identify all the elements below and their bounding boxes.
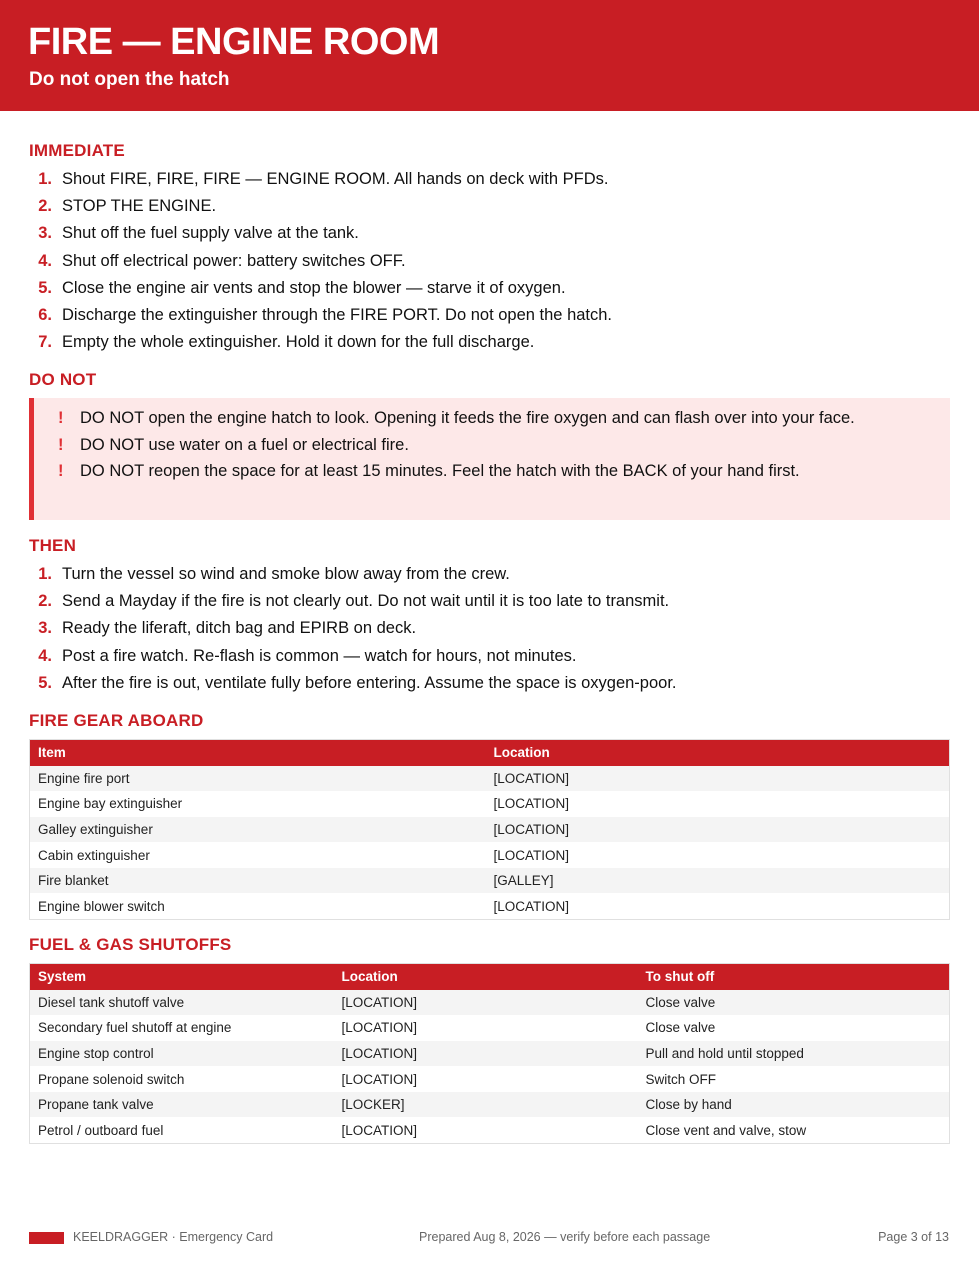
page-footer [0, 1228, 979, 1248]
table-cell: Engine blower switch [30, 893, 486, 919]
section-title-fire-gear: FIRE GEAR ABOARD [29, 711, 204, 730]
table-cell: [LOCATION] [334, 1117, 638, 1143]
exclamation-icon: ! [58, 409, 64, 427]
table-header-row [30, 964, 950, 990]
list-item [29, 195, 949, 222]
table-cell: Secondary fuel shutoff at engine [30, 1015, 334, 1041]
footer-brand: KEELDRAGGER · Emergency Card [73, 1230, 274, 1244]
section-title-do-not: DO NOT [29, 370, 97, 389]
column-header: Location [334, 964, 638, 990]
table-cell: Engine fire port [30, 766, 486, 792]
table-cell: Galley extinguisher [30, 817, 486, 843]
table-cell: Switch OFF [638, 1066, 950, 1092]
section-title-shutoffs: FUEL & GAS SHUTOFFS [29, 935, 232, 954]
table-cell: [LOCATION] [486, 893, 950, 919]
warning-text: DO NOT use water on a fuel or electrical fire. [80, 435, 409, 454]
exclamation-icon: ! [58, 435, 64, 454]
table-row [30, 766, 950, 792]
exclamation-icon: ! [58, 462, 64, 480]
column-header: Item [30, 740, 486, 766]
table-cell: Fire blanket [30, 868, 486, 894]
list-item [29, 277, 949, 304]
step-text: Shut off electrical power: battery switches OFF. [62, 251, 406, 270]
table-cell: [LOCATION] [334, 1041, 638, 1067]
step-number: 3. [38, 224, 52, 243]
step-text: Close the engine air vents and stop the blower — starve it of oxygen. [62, 278, 566, 297]
table-cell: [LOCATION] [486, 817, 950, 843]
table-row [30, 1117, 950, 1143]
step-text: Shout FIRE, FIRE, FIRE — ENGINE ROOM. All hands on deck with PFDs. [62, 170, 609, 188]
brand-mark [29, 1232, 64, 1244]
then-steps [29, 563, 949, 699]
table-cell: Cabin extinguisher [30, 842, 486, 868]
step-number: 1. [38, 170, 52, 188]
table-row [30, 791, 950, 817]
page-header [0, 0, 979, 111]
table-cell: Engine stop control [30, 1041, 334, 1067]
list-item [29, 331, 949, 358]
step-text: STOP THE ENGINE. [62, 197, 217, 216]
section-title-then: THEN [29, 536, 77, 555]
table-cell: Propane solenoid switch [30, 1066, 334, 1092]
step-number: 7. [38, 333, 52, 352]
table-row [30, 1041, 950, 1067]
shutoffs-table [29, 963, 950, 1144]
table-cell: [LOCATION] [486, 842, 950, 868]
column-header: Location [486, 740, 950, 766]
list-item [29, 222, 949, 249]
footer-page-number: Page 3 of 13 [878, 1230, 949, 1244]
list-item [58, 435, 908, 456]
do-not-box [29, 398, 950, 520]
table-row [30, 990, 950, 1016]
list-item [29, 672, 949, 699]
list-item [29, 563, 949, 590]
step-number: 2. [38, 592, 52, 611]
table-cell: Close vent and valve, stow [638, 1117, 950, 1143]
table-row [30, 842, 950, 868]
table-cell: [LOCKER] [334, 1092, 638, 1118]
table-row [30, 1015, 950, 1041]
table-header-row [30, 740, 950, 766]
list-item [29, 645, 949, 672]
list-item [29, 617, 949, 644]
table-row [30, 817, 950, 843]
table-cell: Close by hand [638, 1092, 950, 1118]
footer-prepared: Prepared Aug 8, 2026 — verify before each passage [419, 1230, 711, 1244]
warning-text: DO NOT reopen the space for at least 15 minutes. Feel the hatch with the BACK of your hand first. [80, 462, 800, 480]
table-cell: Propane tank valve [30, 1092, 334, 1118]
list-item [58, 461, 908, 482]
list-item [29, 168, 949, 195]
table-cell: [GALLEY] [486, 868, 950, 894]
table-cell: [LOCATION] [486, 791, 950, 817]
step-number: 5. [38, 278, 52, 297]
list-item [29, 304, 949, 331]
table-cell: Close valve [638, 990, 950, 1016]
table-cell: Close valve [638, 1015, 950, 1041]
table-cell: Engine bay extinguisher [30, 791, 486, 817]
table-row [30, 893, 950, 919]
section-title-immediate: IMMEDIATE [29, 141, 125, 160]
step-number: 4. [38, 251, 52, 270]
step-number: 6. [38, 305, 52, 324]
step-number: 3. [38, 619, 52, 638]
warning-text: DO NOT open the engine hatch to look. Opening it feeds the fire oxygen and can flash over into your face. [80, 409, 855, 427]
table-cell: [LOCATION] [334, 1066, 638, 1092]
list-item [29, 590, 949, 617]
table-cell: [LOCATION] [334, 990, 638, 1016]
step-text: After the fire is out, ventilate fully before entering. Assume the space is oxygen-poor. [62, 673, 677, 692]
step-text: Send a Mayday if the fire is not clearly out. Do not wait until it is too late to transmit. [62, 592, 670, 611]
step-text: Shut off the fuel supply valve at the tank. [62, 224, 359, 243]
page-title: FIRE — ENGINE ROOM [28, 21, 440, 63]
table-cell: [LOCATION] [486, 766, 950, 792]
list-item [58, 408, 908, 429]
table-row [30, 868, 950, 894]
step-text: Discharge the extinguisher through the FIRE PORT. Do not open the hatch. [62, 305, 613, 324]
table-cell: [LOCATION] [334, 1015, 638, 1041]
step-number: 5. [38, 673, 52, 692]
table-cell: Petrol / outboard fuel [30, 1117, 334, 1143]
table-row [30, 1066, 950, 1092]
step-text: Ready the liferaft, ditch bag and EPIRB on deck. [62, 619, 417, 638]
step-text: Post a fire watch. Re-flash is common — watch for hours, not minutes. [62, 646, 577, 665]
immediate-steps [29, 168, 949, 358]
column-header: To shut off [638, 964, 950, 990]
column-header: System [30, 964, 334, 990]
page-subtitle: Do not open the hatch [29, 69, 230, 90]
step-text: Empty the whole extinguisher. Hold it down for the full discharge. [62, 333, 535, 352]
table-cell: Diesel tank shutoff valve [30, 990, 334, 1016]
list-item [29, 250, 949, 277]
step-text: Turn the vessel so wind and smoke blow away from the crew. [62, 565, 510, 583]
step-number: 2. [38, 197, 52, 216]
do-not-list [58, 408, 908, 488]
fire-gear-table [29, 739, 950, 920]
step-number: 4. [38, 646, 52, 665]
table-cell: Pull and hold until stopped [638, 1041, 950, 1067]
step-number: 1. [38, 565, 52, 583]
table-row [30, 1092, 950, 1118]
